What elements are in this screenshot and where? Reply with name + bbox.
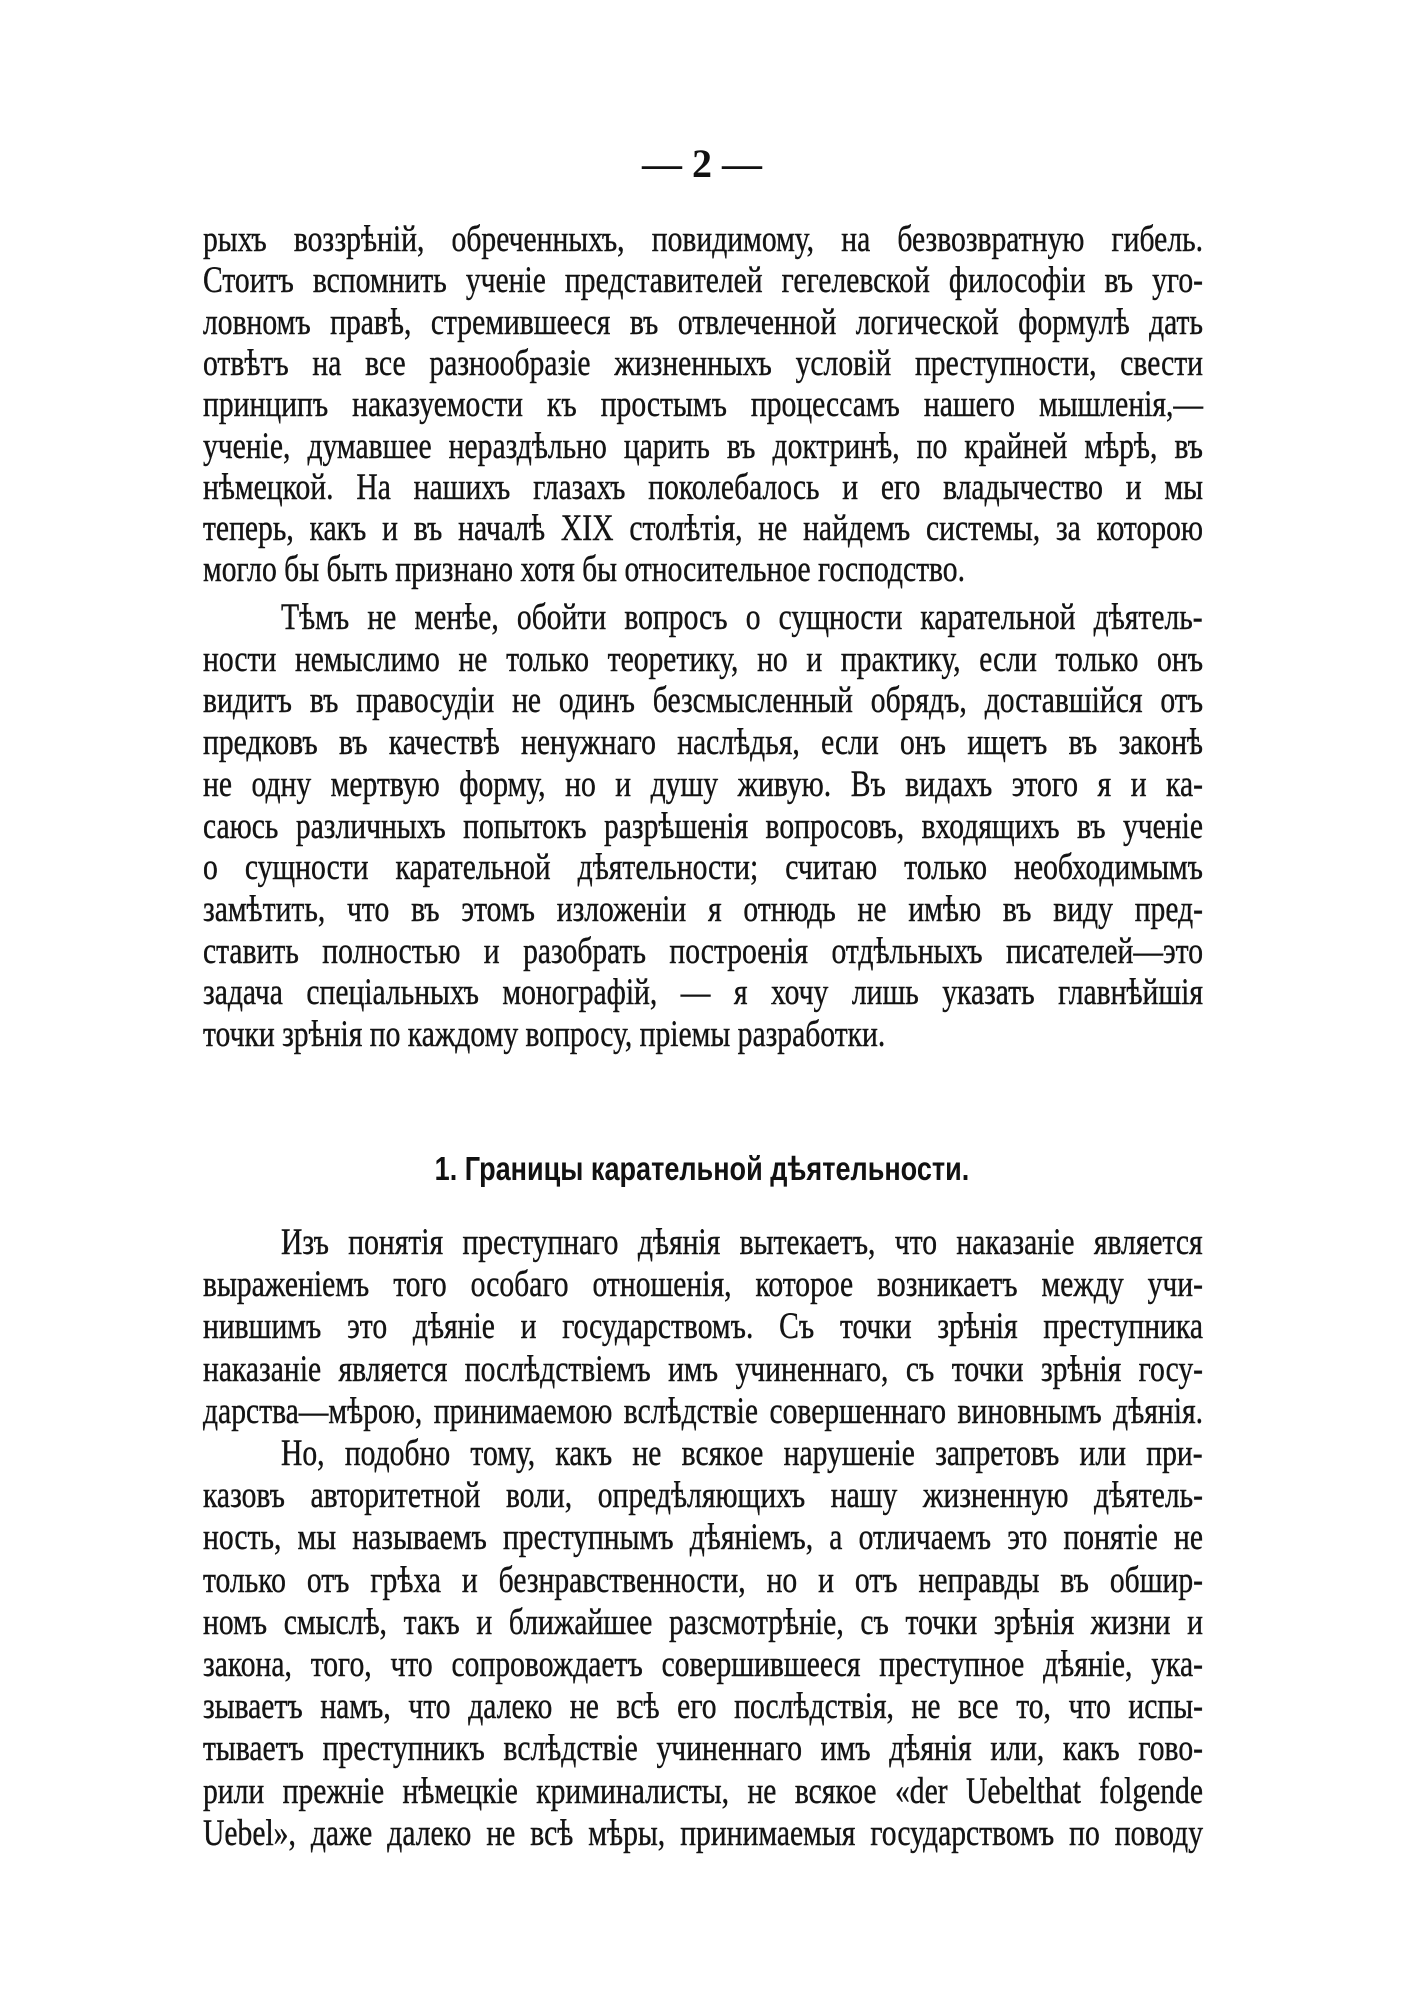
text-line: саюсь различныхъ попытокъ разрѣшенія вопросовъ, входящихъ въ ученіе	[203, 805, 1203, 847]
text-line: видитъ въ правосудіи не одинъ безсмысленный обрядъ, доставшійся отъ	[203, 680, 1203, 722]
text-line: ность, мы называемъ преступнымъ дѣяніемъ, а отличаемъ это понятіе не	[203, 1517, 1203, 1559]
text-line: Тѣмъ не менѣе, обойти вопросъ о сущности карательной дѣятель-	[281, 597, 1203, 638]
text-line: Uebel», даже далеко не всѣ мѣры, принимаемыя государствомъ по поводу	[203, 1812, 1203, 1854]
text-line: номъ смыслѣ, такъ и ближайшее разсмотрѣніе, съ точки зрѣнія жизни и	[203, 1601, 1203, 1643]
text-line: зываетъ намъ, что далеко не всѣ его послѣдствія, не все то, что испы-	[203, 1686, 1203, 1728]
text-line: выраженіемъ того особаго отношенія, которое возникаетъ между учи-	[203, 1264, 1203, 1306]
text-line: тываетъ преступникъ вслѣдствіе учиненнаго имъ дѣянія или, какъ гово-	[203, 1728, 1203, 1770]
text-line: Изъ понятія преступнаго дѣянія вытекаетъ, что наказаніе является	[281, 1222, 1203, 1263]
text-line: ставить полностью и разобрать построенія отдѣльныхъ писателей—это	[203, 930, 1203, 972]
text-line: казовъ авторитетной воли, опредѣляющихъ нашу жизненную дѣятель-	[203, 1475, 1203, 1517]
text-line: о сущности карательной дѣятельности; считаю только необходимымъ	[203, 847, 1203, 889]
text-line: ученіе, думавшее нераздѣльно царить въ доктринѣ, по крайней мѣрѣ, въ	[203, 425, 1203, 467]
text-line: ности немыслимо не только теоретику, но и практику, если только онъ	[203, 638, 1203, 680]
text-line: точки зрѣнія по каждому вопросу, пріемы разработки.	[203, 1014, 886, 1055]
text-line: могло бы быть признано хотя бы относительное господство.	[203, 549, 966, 591]
text-line: нѣмецкой. На нашихъ глазахъ поколебалось и его владычество и мы	[203, 466, 1203, 508]
text-line: ловномъ правѣ, стремившееся въ отвлеченной логической формулѣ дать	[203, 301, 1203, 343]
text-line: отвѣтъ на все разнообразіе жизненныхъ условій преступности, свести	[203, 342, 1203, 384]
text-line: нившимъ это дѣяніе и государствомъ. Съ точки зрѣнія преступника	[203, 1306, 1203, 1348]
text-line: не одну мертвую форму, но и душу живую. Въ видахъ этого я и ка-	[203, 763, 1203, 805]
text-line: рыхъ воззрѣній, обреченныхъ, повидимому, на безвозвратную гибель.	[203, 219, 1203, 260]
text-line: только отъ грѣха и безнравственности, но и отъ неправды въ обшир-	[203, 1559, 1203, 1601]
text-line: Стоитъ вспомнить ученіе представителей гегелевской философіи въ уго-	[203, 260, 1203, 302]
text-line: теперь, какъ и въ началѣ XIX столѣтія, не найдемъ системы, за которою	[203, 508, 1203, 550]
text-line: закона, того, что сопровождаетъ совершившееся преступное дѣяніе, ука-	[203, 1644, 1203, 1685]
text-line: замѣтить, что въ этомъ изложеніи я отнюдь не имѣю въ виду пред-	[203, 888, 1203, 930]
text-line: принципъ наказуемости къ простымъ процессамъ нашего мышленія,—	[203, 384, 1203, 426]
text-line: рили прежніе нѣмецкіе криминалисты, не всякое «der Uebelthat folgende	[203, 1770, 1203, 1812]
section-heading	[0, 1150, 1404, 1188]
text-line: задача спеціальныхъ монографій, — я хочу лишь указать главнѣйшія	[203, 972, 1203, 1014]
text-line: предковъ въ качествѣ ненужнаго наслѣдья, если онъ ищетъ въ законѣ	[203, 722, 1203, 764]
page-number: — 2 —	[642, 141, 762, 186]
text-line: Но, подобно тому, какъ не всякое нарушеніе запретовъ или при-	[281, 1433, 1203, 1474]
section-heading-text: 1. Границы карательной дѣятельности.	[434, 1150, 970, 1187]
text-line: дарства—мѣрою, принимаемою вслѣдствіе совершеннаго виновнымъ дѣянія.	[203, 1390, 1203, 1432]
text-line: наказаніе является послѣдствіемъ имъ учиненнаго, съ точки зрѣнія госу-	[203, 1348, 1203, 1390]
